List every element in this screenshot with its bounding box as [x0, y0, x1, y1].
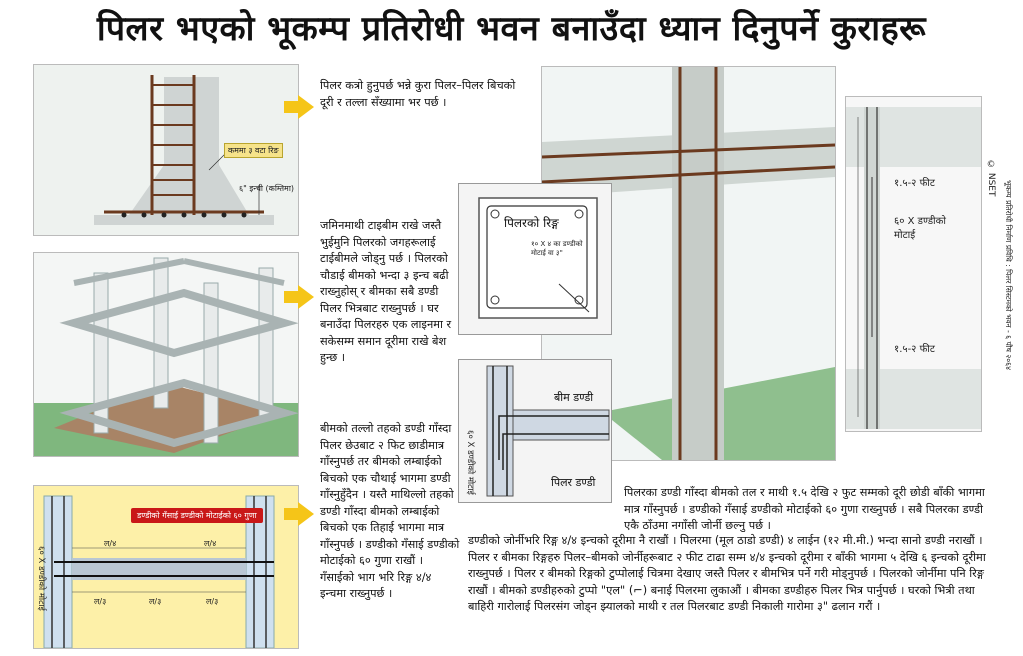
footing-diagram — [33, 64, 299, 236]
text-joint-rules: डण्डीको जोर्नीभरि रिङ्ग ४/४ इन्चको दूरीमा नै राखौं । पिलरमा (मूल ठाडो डण्डी) ४ लाईन (१२ मी.मी.) भन्दा सानो डण्डी नराखौं । पिलर र बीमका रिङ्गहरु पिलर–बीमको जोर्नीहरूबाट २ फीट टाढा सम्म ४/४ इन्चको दूरीमा र बाँकी भागमा ५ देखि ६ इन्चको दूरीमा राख्नुपर्छ । पिलर र बीमको रिङ्गको टुप्पोलाई चित्रमा देखाए जस्तै पिलर र बीमभित्र पर्ने गरी मोड्नुपर्छ । पिलरको जोर्नीमा पनि रिङ्ग राखौं । बीमको डण्डीहरुको टुप्पो "एल" (⌐) बनाई पिलरमा लुकाऔं । बीमका डण्डीहरु पिलर भित्र पार्नुपर्छ । घरको भित्री तथा बाहिरी गारोलाई पिलरसंग जोड्न झ्यालको माथी र तल पिलरबाट डण्डी निकाली गारोमा ३" ढलान गरौं । — [468, 534, 986, 613]
l3-mid: ल/३ — [149, 597, 162, 606]
footing-ring-label: कममा ३ वटा रिङ — [224, 143, 283, 158]
series-caption: भूकम्प प्रतिरोधी निर्माण प्रविधि : पिलर सिस्टमको भवन - ६ पौष २०६४ — [1004, 180, 1013, 370]
elevation-illustration — [846, 97, 981, 431]
pillar-ring-title: पिलरको रिङ्ग — [504, 216, 559, 230]
pillar-bar-label: पिलर डण्डी — [551, 476, 596, 489]
lap-length-label: ६० X डण्डीको मोटाई — [894, 216, 946, 241]
l3-left: ल/३ — [94, 597, 107, 606]
page-title: पिलर भएको भूकम्प प्रतिरोधी भवन बनाउँदा ध्यान दिनुपर्ने कुराहरू — [96, 9, 927, 49]
l4-right: ल/४ — [204, 539, 217, 548]
lap-vertical-inset: ६० X डण्डीको मोटाई — [465, 430, 475, 495]
arrow-right-icon — [284, 95, 314, 119]
text-beam-lap: बीमको तल्लो तहको डण्डी गाँस्दा पिलर छेउबाट २ फिट छाडीमात्र गाँस्नुपर्छ तर बीमको लम्बाईको बिचको एक चौथाई भागमा डण्डी गाँस्नुहुँदैन । यस्तै माथिल्लो तहको डण्डी गाँस्दा बीमको लम्बाईको बिचको एक तिहाई भागमा मात्र गाँस्नुपर्छ । डण्डीको गँसाई डण्डीको मोटाईको ६० गुणा राखौं । गँसाईको भाग भरि रिङ्ग ४/४ इन्चमा राख्नुपर्छ । — [320, 422, 460, 600]
text-pillar-size: पिलर कत्रो हुनुपर्छ भन्ने कुरा पिलर–पिलर बिचको दूरी र तल्ला सँख्यामा भर पर्छ । — [320, 79, 516, 109]
ring-spec-label: १० X ४ का डण्डीको मोटाई वा ३" — [531, 240, 583, 257]
arrow-right-icon — [284, 502, 314, 526]
text-tie-beam: जमिनमाथी टाइबीम राखे जस्तै भुईमुनि पिलरको जगहरूलाई टाईबीमले जोड्नु पर्छ । पिलरको चौडाई बीमको भन्दा ३ इन्च बढी राख्नुहोस् र बीमका सबै डण्डी पिलर भित्रबाट राख्नुपर्छ । घर बनाउँदा पिलरहरु एक लाइनमा र सकेसम्म समान दूरीमा राखे बेश हुन्छ । — [320, 219, 452, 364]
lap-distance-top: १.५-२ फीट — [894, 178, 935, 189]
beam-bar-label: बीम डण्डी — [554, 391, 594, 404]
lap-vertical-label: ६० X डण्डीको मोटाई — [36, 546, 46, 611]
lap-distance-bottom: १.५-२ फीट — [894, 344, 935, 355]
elevation-diagram — [845, 96, 982, 432]
nset-credit: © NSET — [986, 160, 996, 197]
pillar-ring-illustration — [459, 184, 611, 334]
beam-bar-inset — [458, 359, 612, 503]
beam-lap-diagram — [33, 485, 299, 649]
footing-depth-label: ६" इन्ची (कम्तिमा) — [239, 184, 295, 193]
text-pillar-lap: पिलरका डण्डी गाँस्दा बीमको तल र माथी १.५ देखि २ फुट सम्मको दूरी छोडी बाँकी भागमा मात्र गाँस्नुपर्छ । डण्डीको गँसाई डण्डीको मोटाईको ६० गुणा राख्नुपर्छ । सबै पिलरका डण्डी एकै ठाँउमा नगाँसी जोर्नी छल्नु पर्छ । — [624, 486, 985, 532]
pillar-ring-inset — [458, 183, 612, 335]
lap-red-label: डण्डीको गँसाई डण्डीको मोटाईको ६० गुणा — [131, 508, 263, 523]
l4-left: ल/४ — [104, 539, 117, 548]
frame-illustration — [34, 253, 298, 456]
l3-right: ल/३ — [206, 597, 219, 606]
frame-diagram — [33, 252, 299, 457]
arrow-right-icon — [284, 285, 314, 309]
